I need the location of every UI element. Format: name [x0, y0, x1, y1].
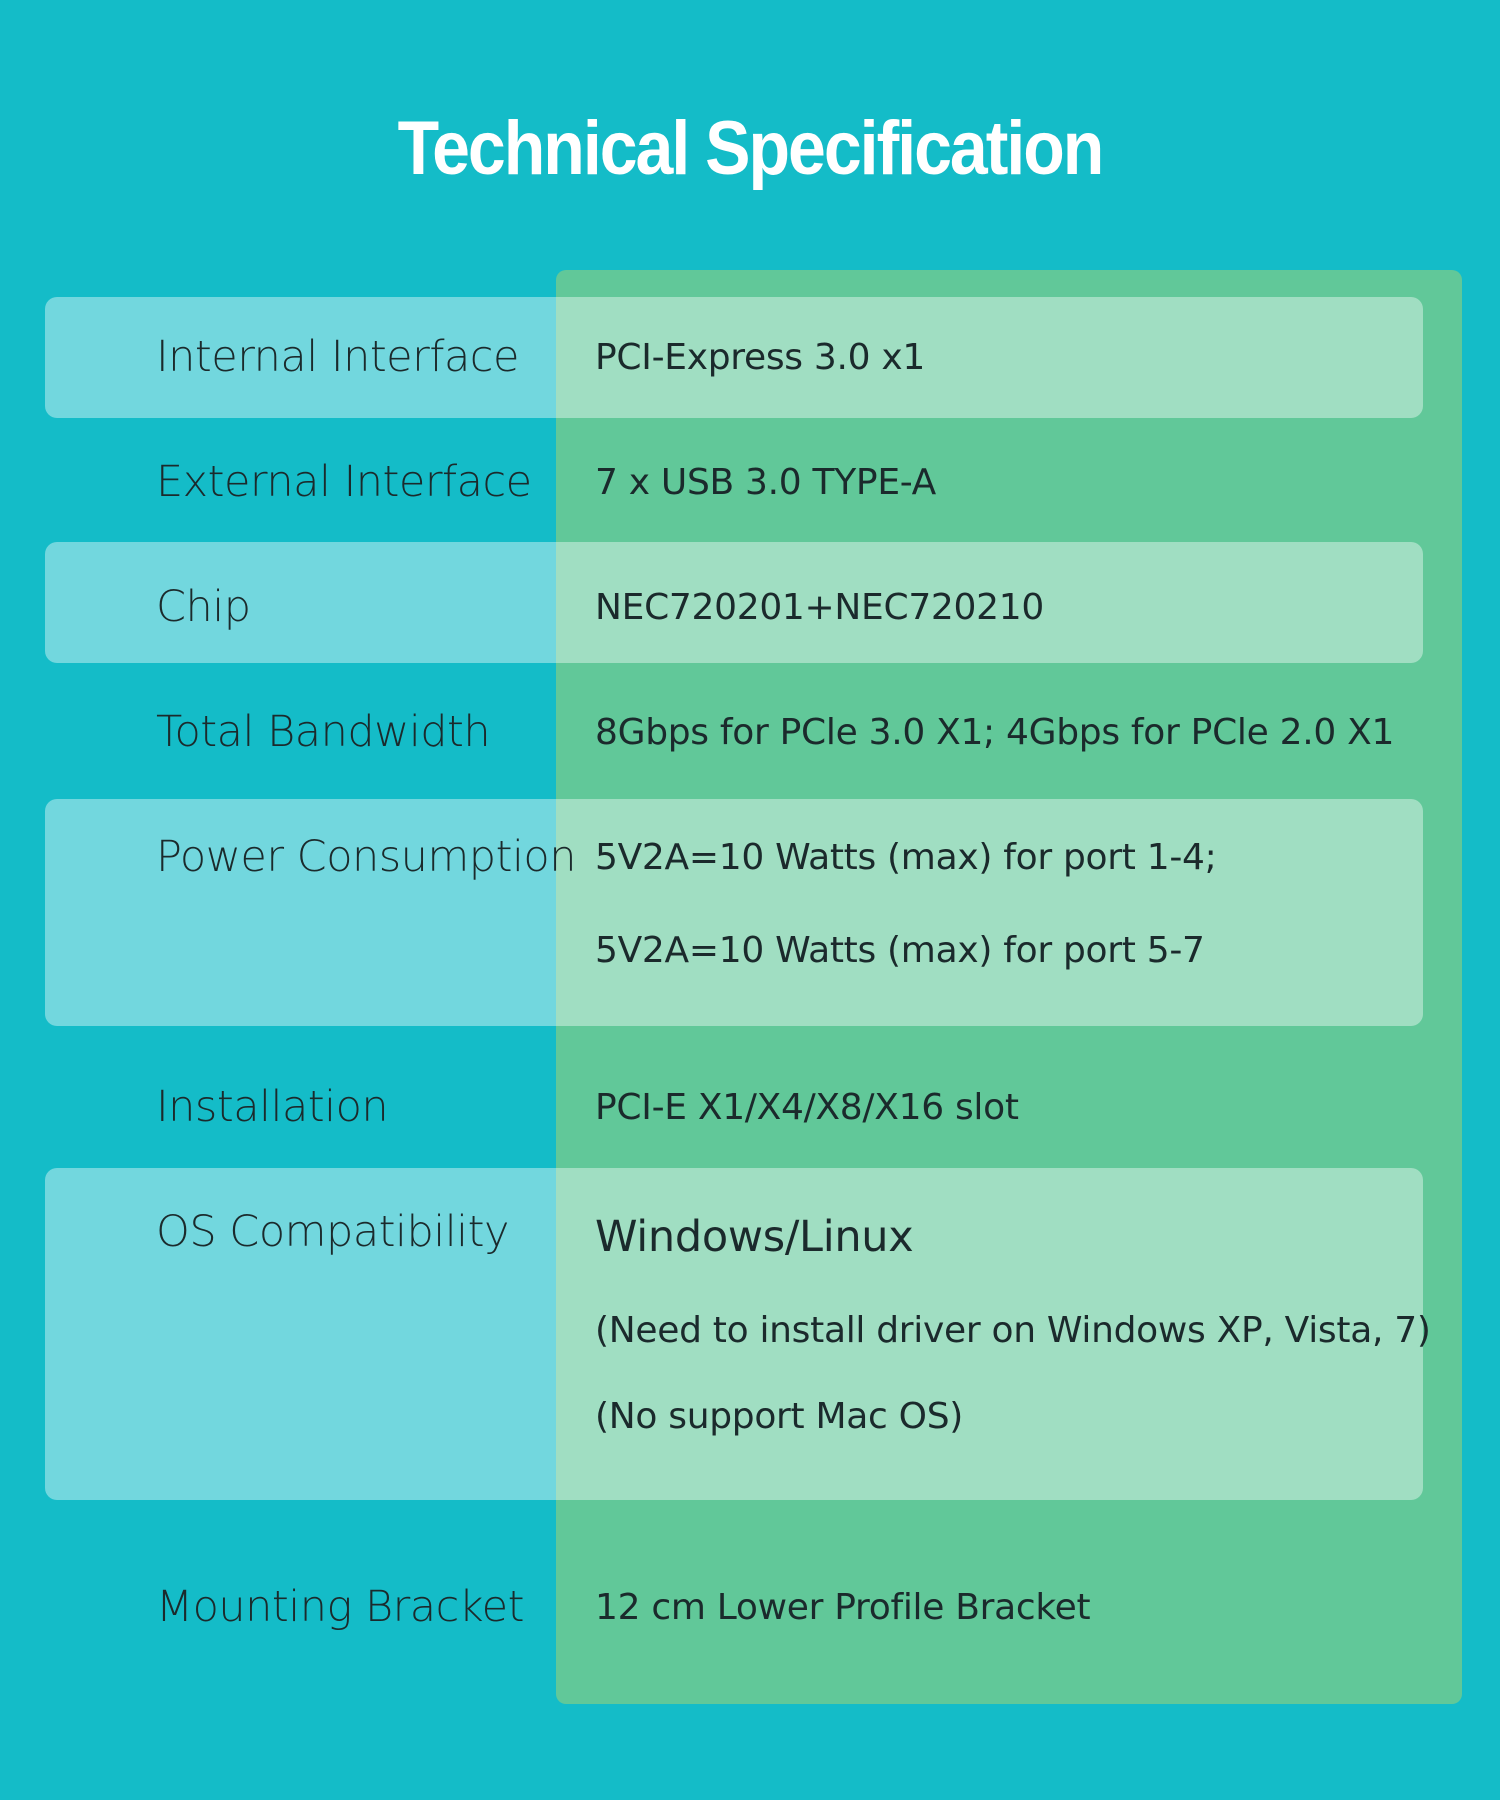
spec-label-installation: Installation: [156, 1082, 389, 1132]
spec-value-os-compatibility-line-1: Windows/Linux: [595, 1212, 914, 1262]
spec-label-mounting-bracket: Mounting Bracket: [156, 1582, 524, 1632]
spec-value-mounting-bracket: 12 cm Lower Profile Bracket: [595, 1587, 1091, 1628]
spec-label-external-interface: External Interface: [156, 457, 532, 507]
spec-label-total-bandwidth: Total Bandwidth: [156, 707, 491, 757]
spec-label-internal-interface: Internal Interface: [156, 332, 519, 382]
spec-label-os-compatibility: OS Compatibility: [156, 1207, 509, 1257]
spec-value-internal-interface: PCI-Express 3.0 x1: [595, 337, 925, 378]
spec-value-total-bandwidth: 8Gbps for PCle 3.0 X1; 4Gbps for PCle 2.0 X1: [595, 712, 1395, 753]
spec-value-os-compatibility-line-2: (Need to install driver on Windows XP, Vista, 7): [595, 1310, 1431, 1351]
spec-value-os-compatibility-line-3: (No support Mac OS): [595, 1396, 963, 1437]
spec-value-power-consumption-line-2: 5V2A=10 Watts (max) for port 5-7: [595, 930, 1205, 971]
spec-value-chip: NEC720201+NEC720210: [595, 587, 1044, 628]
spec-label-chip: Chip: [156, 582, 251, 632]
page-title: Technical Specification: [397, 105, 1103, 191]
spec-label-power-consumption: Power Consumption: [156, 832, 576, 882]
spec-value-external-interface: 7 x USB 3.0 TYPE-A: [595, 462, 936, 503]
spec-value-power-consumption-line-1: 5V2A=10 Watts (max) for port 1-4;: [595, 837, 1217, 878]
spec-value-installation: PCI-E X1/X4/X8/X16 slot: [595, 1087, 1019, 1128]
